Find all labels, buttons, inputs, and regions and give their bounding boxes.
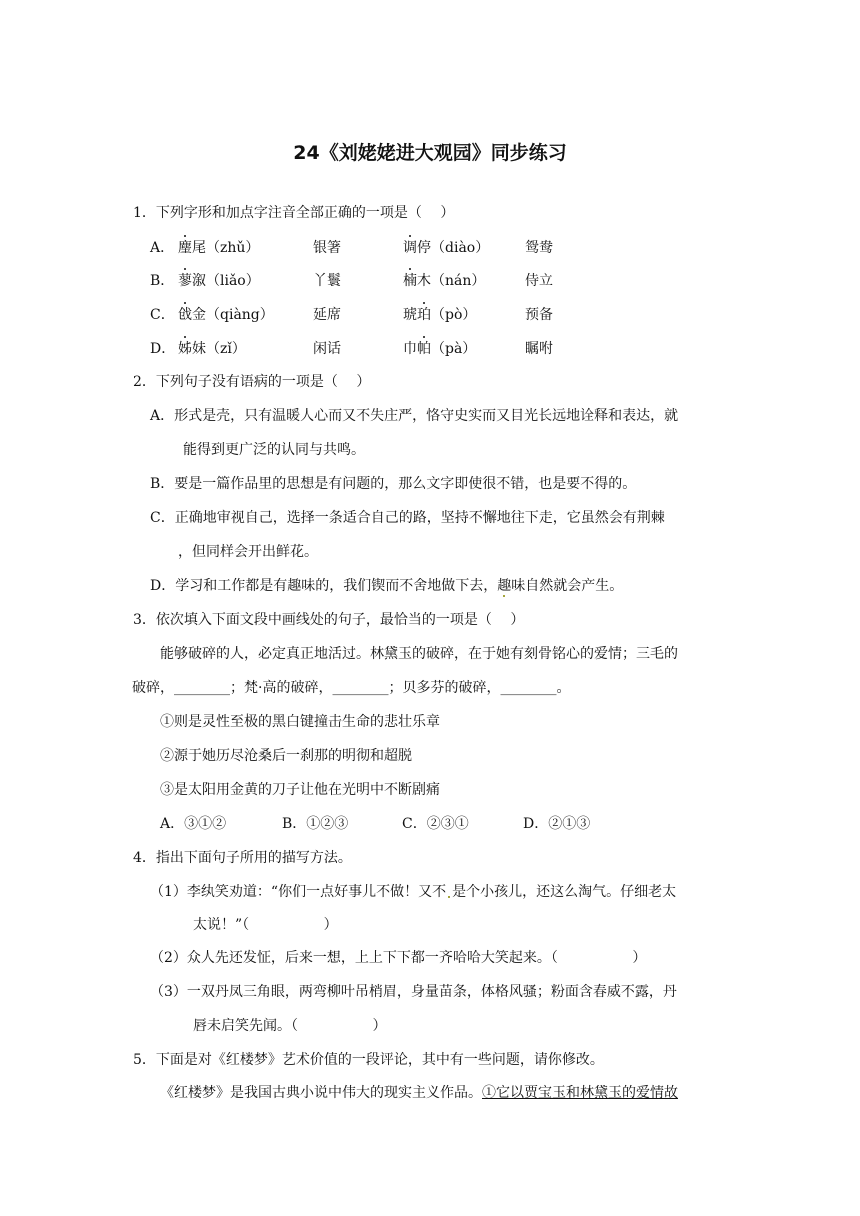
q1-b-word2: 丫鬟 (313, 273, 341, 289)
q1-d-word2: 闲话 (313, 341, 341, 357)
dotted-char: 麈 (178, 237, 192, 257)
option-label: A． (150, 240, 175, 256)
q1-b-word1-rest: 溆（liǎo） (192, 273, 260, 289)
option-label: D． (150, 341, 176, 357)
word3-rest: 木（nán） (417, 273, 486, 289)
question-1-stem: 1．下列字形和加点字注音全部正确的一项是（ ） (133, 205, 455, 221)
q3-option-d: D．②①③ (523, 816, 591, 832)
q1-a-word2: 银箸 (313, 240, 341, 256)
q4-item-1-line2: 太说！”（ ） (193, 917, 338, 933)
q5-passage-line1 (160, 1082, 678, 1102)
q1-c-word4: 预备 (525, 307, 553, 323)
q1-c-word1-rest: 金（qiàng） (192, 307, 274, 323)
q3-option-c: C．②③① (402, 816, 469, 832)
q5-passage-underlined: ①它以贾宝玉和林黛玉的爱情故 (482, 1085, 678, 1101)
q3-passage-line1: 能够破碎的人，必定真正地活过。林黛玉的破碎，在于她有刻骨铭心的爱情；三毛的 (160, 646, 678, 662)
q1-d-word1 (178, 338, 246, 358)
q3-option-a: A．③①② (160, 816, 227, 832)
q3-passage-line2: 破碎，________；梵·高的破碎，________；贝多芬的破碎，________。 (132, 680, 571, 696)
option-label: B． (150, 273, 175, 289)
dotted-char: 蓼 (178, 270, 192, 290)
q3-option-b: B．①②③ (282, 816, 349, 832)
question-3-stem: 3．依次填入下面文段中画线处的句子，最恰当的一项是（ ） (133, 612, 525, 628)
dotted-char: 戗 (178, 304, 192, 324)
q4-item-1-line1 (150, 881, 676, 901)
q3-sentence-1: ①则是灵性至极的黑白键撞击生命的悲壮乐章 (160, 714, 440, 730)
q1-a-word1-rest: 尾（zhǔ） (192, 240, 260, 256)
q5-passage-pre: 《红楼梦》是我国古典小说中伟大的现实主义作品。 (160, 1085, 482, 1101)
q1-d-word1-rest: 妹（zǐ） (192, 341, 246, 357)
dotted-char: 楠 (403, 270, 417, 290)
word3-rest: （pà） (431, 341, 477, 357)
q4-item1-pre: （1）李纨笑劝道：“你们一点好事儿不做！又不 (150, 884, 447, 900)
q1-a-word3 (403, 237, 489, 257)
word3-pre: 巾 (403, 341, 417, 357)
q1-a-word1 (178, 237, 259, 257)
page-title: 24《刘姥姥进大观园》同步练习 (293, 142, 567, 164)
q3-sentence-2: ②源于她历尽沧桑后一刹那的明彻和超脱 (160, 748, 412, 764)
q2-option-c-line2: ，但同样会开出鲜花。 (178, 544, 318, 560)
q2-option-a-line1: A．形式是壳，只有温暖人心而又不失庄严，恪守史实而又目光长远地诠释和表达，就 (150, 408, 679, 424)
q1-d-word3 (403, 338, 476, 358)
question-4-stem: 4．指出下面句子所用的描写方法。 (133, 850, 352, 866)
q3-sentence-3: ③是太阳用金黄的刀子让他在光明中不断剧痛 (160, 782, 440, 798)
word3-rest: 停（diào） (417, 240, 490, 256)
question-5-stem: 5．下面是对《红楼梦》艺术价值的一段评论，其中有一些问题，请你修改。 (133, 1052, 604, 1068)
q4-item-2: （2）众人先还发怔，后来一想，上上下下都一齐哈哈大笑起来。（ ） (150, 950, 647, 966)
q4-item-3-line2: 唇未启笑先闻。（ ） (193, 1018, 387, 1034)
dotted-char: 姊 (178, 338, 192, 358)
q2-option-c-line1: C．正确地审视自己，选择一条适合自己的路，坚持不懈地往下走，它虽然会有荆棘 (150, 510, 665, 526)
dotted-char: 珀 (417, 304, 431, 324)
q1-c-word1 (178, 304, 274, 324)
q4-item1-post: 是个小孩儿，还这么淘气。仔细老太 (452, 884, 677, 900)
q1-b-word3 (403, 270, 485, 290)
q1-a-word4: 鸳鸯 (525, 240, 553, 256)
q2-option-a-line2: 能得到更广泛的认同与共鸣。 (183, 442, 365, 458)
word3-rest: （pò） (431, 307, 477, 323)
dotted-char: 帕 (417, 338, 431, 358)
q1-c-word2: 延席 (313, 307, 341, 323)
q4-item-3-line1: （3）一双丹凤三角眼，两弯柳叶吊梢眉，身量苗条，体格风骚；粉面含春威不露，丹 (150, 984, 677, 1000)
q1-b-word1 (178, 270, 260, 290)
word3-pre: 琥 (403, 307, 417, 323)
dotted-char: 调 (403, 237, 417, 257)
marked-char: 趣 (497, 575, 511, 595)
q1-c-word3 (403, 304, 476, 324)
question-2-stem: 2．下列句子没有语病的一项是（ ） (133, 374, 371, 390)
q2-d-pre: D．学习和工作都是有趣味的，我们锲而不舍地做下去， (150, 578, 498, 594)
option-label: C． (150, 307, 175, 323)
q1-d-word4: 瞩咐 (525, 341, 553, 357)
q2-option-d (150, 575, 623, 595)
q2-d-post: 味自然就会产生。 (511, 578, 624, 594)
q2-option-b: B．要是一篇作品里的思想是有问题的，那么文字即使很不错，也是要不得的。 (150, 476, 637, 492)
q1-b-word4: 侍立 (525, 273, 553, 289)
